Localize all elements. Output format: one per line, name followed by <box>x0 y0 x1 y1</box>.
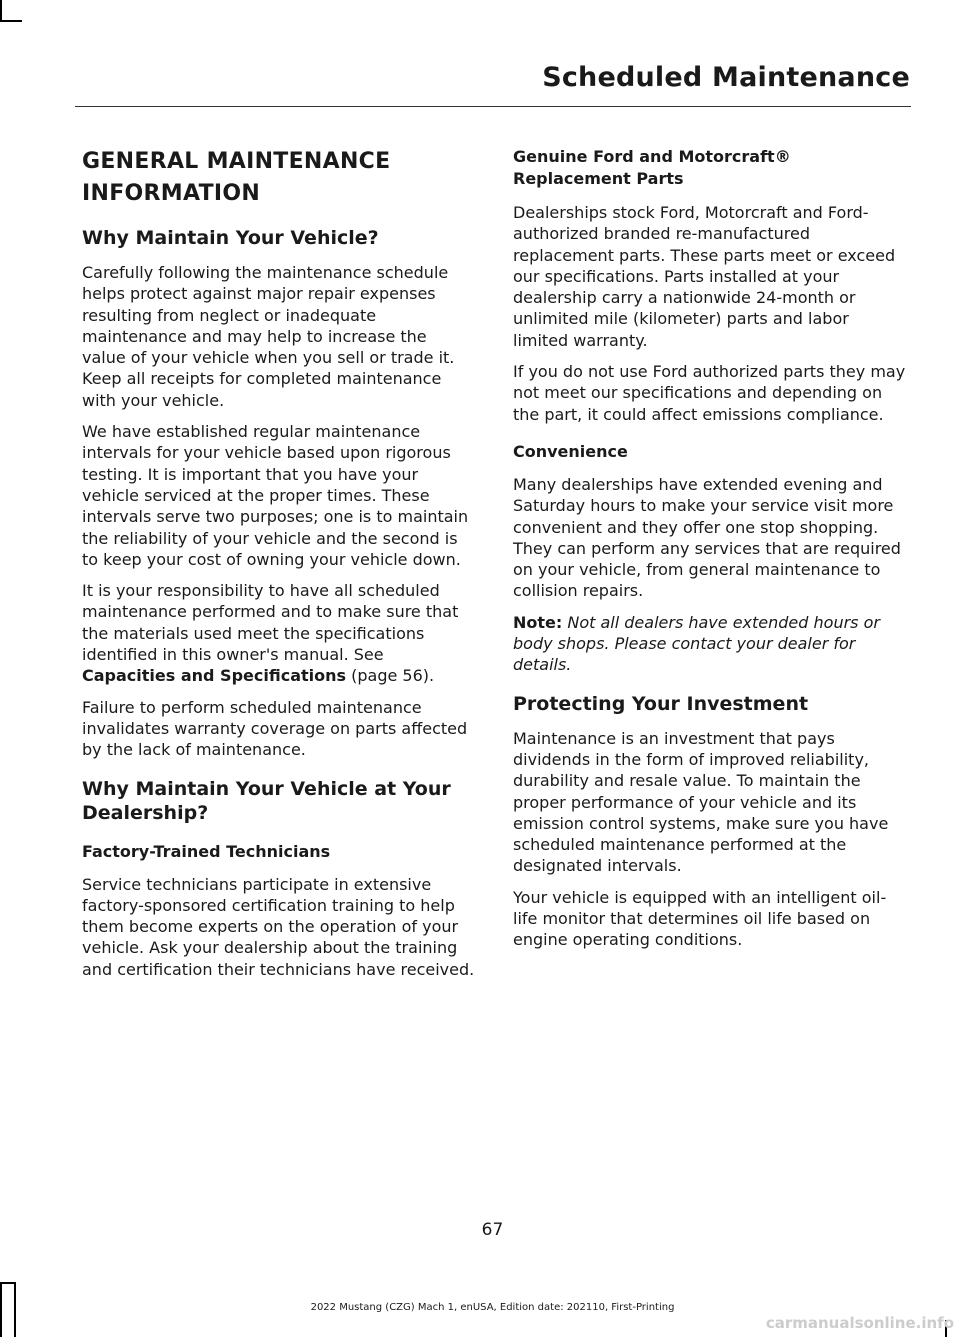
paragraph: Failure to perform scheduled maintenance invalidates warranty coverage on parts affected by the lack of maintenance. <box>82 697 468 760</box>
heading-why-maintain: Why Maintain Your Vehicle? <box>82 227 379 249</box>
heading-factory-trained: Factory-Trained Technicians <box>82 841 331 861</box>
paragraph: Dealerships stock Ford, Motorcraft and Ford-authorized branded re-manufactured replacement parts. These parts meet or exceed our specifications. Parts installed at your dealership carry a nationwide 24-month or unlimited mile (kilometer) parts and labor limited warranty. <box>513 203 896 350</box>
crop-mark-top-left-h <box>0 20 22 22</box>
heading-why-dealership: Why Maintain Your Vehicle at Your Dealership? <box>82 777 451 824</box>
paragraph-capacities-ref: It is your responsibility to have all scheduled maintenance performed and to make sure that the materials used meet the specifications identified in this owner's manual. See Capacities and Specifications (page 56). <box>82 581 459 686</box>
heading-protecting-investment: Protecting Your Investment <box>513 692 809 715</box>
page-header-title: Scheduled Maintenance <box>542 62 910 93</box>
capacities-link[interactable]: Capacities and Specifications <box>82 666 347 686</box>
paragraph: If you do not use Ford authorized parts they may not meet our specifications and depending on the part, it could affect emissions compliance. <box>513 362 906 424</box>
header-divider <box>75 106 911 107</box>
paragraph: Many dealerships have extended evening and Saturday hours to make your service visit more convenient and they offer one stop shopping. They can perform any services that are required on your vehicle, from general maintenance to collision repairs. <box>513 474 901 601</box>
watermark: carmanualsonline.info <box>765 1314 954 1332</box>
footer-edition: 2022 Mustang (CZG) Mach 1, enUSA, Edition date: 202110, First-Printing <box>310 1302 675 1313</box>
page-number: 67 <box>481 1220 504 1240</box>
section-title: GENERAL MAINTENANCE INFORMATION <box>82 149 391 206</box>
paragraph: Service technicians participate in extensive factory-sponsored certification training to help them become experts on the operation of your vehicle. Ask your dealership about the training and certification their technicians have received. <box>82 874 475 979</box>
crop-mark-top-left-v <box>0 0 2 22</box>
heading-convenience: Convenience <box>513 441 628 461</box>
paragraph: Maintenance is an investment that pays dividends in the form of improved reliability, durability and resale value. To maintain the proper performance of your vehicle and its emission control systems, make sure you have scheduled maintenance performed at the designated intervals. <box>513 728 889 876</box>
heading-genuine-parts: Genuine Ford and Motorcraft® Replacement Parts <box>513 147 791 188</box>
paragraph: Carefully following the maintenance schedule helps protect against major repair expenses resulting from neglect or inadequate maintenance and may help to increase the value of your vehicle when you sell or trade it. Keep all receipts for completed maintenance with your vehicle. <box>82 263 455 410</box>
crop-mark-bottom-left-v <box>0 1282 2 1337</box>
paragraph: Your vehicle is equipped with an intelligent oil-life monitor that determines oil life based on engine operating conditions. <box>513 887 887 950</box>
left-column <box>82 146 475 990</box>
crop-mark-bottom-left-v2 <box>14 1282 16 1337</box>
paragraph: We have established regular maintenance intervals for your vehicle based upon rigorous testing. It is important that you have your vehicle serviced at the proper times. These intervals serve two purposes; one is to maintain the reliability of your vehicle and the second is to keep your cost of owning your vehicle down. <box>82 422 469 569</box>
right-column <box>513 146 907 961</box>
note-paragraph: Note: Not all dealers have extended hours or body shops. Please contact your dealer for details. <box>513 612 880 675</box>
